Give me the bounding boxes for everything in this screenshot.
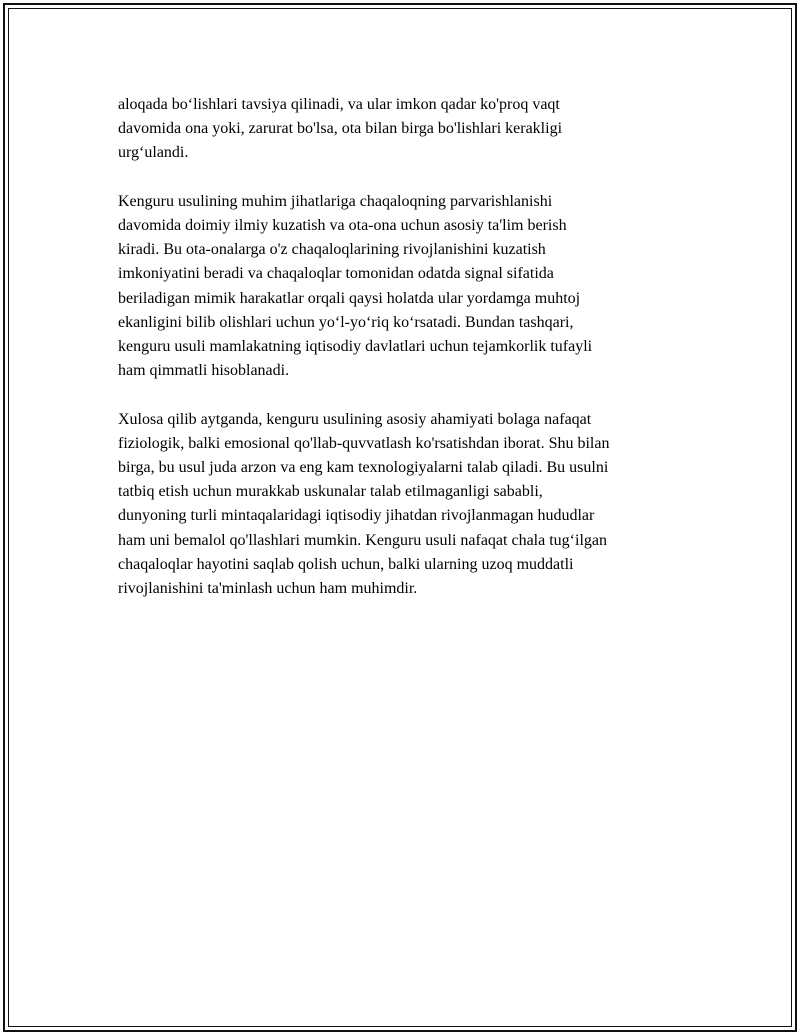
text-line: davomida ona yoki, zarurat bo'lsa, ota bilan birga bo'lishlari kerakligi: [118, 120, 563, 138]
text-line: kiradi. Bu ota-onalarga o'z chaqaloqlarining rivojlanishini kuzatish: [118, 241, 546, 259]
text-line: kenguru usuli mamlakatning iqtisodiy davlatlari uchun tejamkorlik tufayli: [118, 338, 593, 356]
text-line: beriladigan mimik harakatlar orqali qaysi holatda ular yordamga muhtoj: [118, 289, 581, 307]
text-line: aloqada bo‘lishlari tavsiya qilinadi, va ular imkon qadar ko'proq vaqt: [118, 96, 560, 113]
text-line: birga, bu usul juda arzon va eng kam texnologiyalarni talab qiladi. Bu usulni: [118, 459, 609, 477]
text-line: Kenguru usulining muhim jihatlariga chaqaloqning parvarishlanishi: [118, 192, 553, 210]
text-line: imkoniyatini beradi va chaqaloqlar tomonidan odatda signal sifatida: [118, 265, 554, 283]
paragraph-2: [118, 190, 658, 384]
text-line: ham qimmatli hisoblanadi.: [118, 362, 290, 380]
text-line: Xulosa qilib aytganda, kenguru usulining asosiy ahamiyati bolaga nafaqat: [118, 410, 592, 428]
text-line: davomida doimiy ilmiy kuzatish va ota-ona uchun asosiy ta'lim berish: [118, 217, 567, 234]
text-line: fiziologik, balki emosional qo'llab-quvvatlash ko'rsatishdan iborat. Shu bilan: [118, 434, 610, 452]
text-line: ham uni bemalol qo'llashlari mumkin. Kenguru usuli nafaqat chala tug‘ilgan: [118, 531, 607, 549]
paragraph-1: [118, 93, 658, 166]
text-line: chaqaloqlar hayotini saqlab qolish uchun, balki ularning uzoq muddatli: [118, 555, 574, 573]
text-line: dunyoning turli mintaqalaridagi iqtisodiy jihatdan rivojlanmagan hududlar: [118, 507, 595, 525]
document-body: [118, 93, 658, 625]
text-line: urg‘ulandi.: [118, 144, 189, 162]
paragraph-3: [118, 408, 658, 602]
text-line: tatbiq etish uchun murakkab uskunalar talab etilmaganligi sababli,: [118, 483, 543, 501]
text-line: ekanligini bilib olishlari uchun yo‘l-yo‘riq ko‘rsatadi. Bundan tashqari,: [118, 313, 574, 331]
text-line: rivojlanishini ta'minlash uchun ham muhimdir.: [118, 580, 418, 598]
